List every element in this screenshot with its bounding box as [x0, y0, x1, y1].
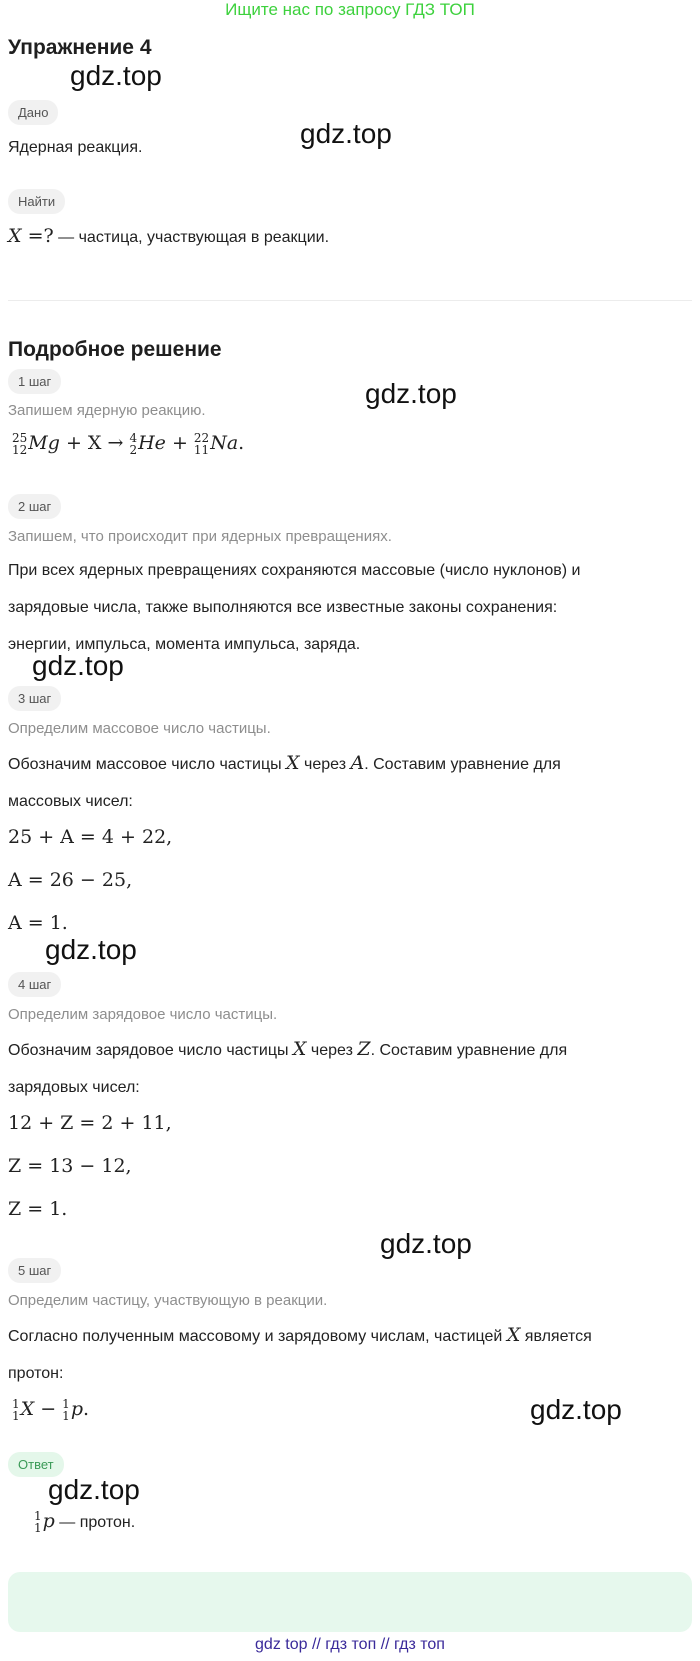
step-4-caption: Определим зарядовое число частицы. [8, 1006, 278, 1023]
step-3-paragraph: Обозначим массовое число частицы X через A. Составим уравнение для массовых чисел: [8, 752, 561, 810]
watermark: gdz.top [530, 1394, 622, 1425]
step-4-eq1: 12 + Z = 2 + 11, [8, 1112, 172, 1134]
step-3-eq1: 25 + A = 4 + 22, [8, 826, 173, 848]
step-5-paragraph: Согласно полученным массовому и зарядовому числам, частицей X является протон: [8, 1324, 592, 1382]
step-1-badge: 1 шаг [8, 369, 61, 394]
watermark: gdz.top [32, 650, 124, 681]
step-5-caption: Определим частицу, участвующую в реакции. [8, 1292, 328, 1309]
step-4-paragraph: Обозначим зарядовое число частицы X через Z. Составим уравнение для зарядовых чисел: [8, 1038, 568, 1096]
answer-box [8, 1572, 692, 1632]
exercise-title: Упражнение 4 [8, 36, 152, 59]
find-text: X =? — частица, участвующая в реакции. [8, 225, 330, 247]
reaction-equation: 25 12 Mg + X → 4 2 He + 22 11 Na. [12, 431, 245, 457]
watermark: gdz.top [365, 378, 457, 409]
step-4-eq3: Z = 1. [8, 1198, 68, 1220]
step-1-caption: Запишем ядерную реакцию. [8, 402, 206, 419]
step-2-paragraph: При всех ядерных превращениях сохраняются массовые (число нуклонов) и зарядовые числа, также выполняются все известные законы сохранения: энергии, импульса, момента импульса, заряда. [8, 562, 581, 653]
answer-badge: Ответ [8, 1452, 64, 1477]
step-3-badge: 3 шаг [8, 686, 61, 711]
result-equation: 1 1 X − 1 1 p. [12, 1397, 90, 1423]
step-2-badge: 2 шаг [8, 494, 61, 519]
watermark: gdz.top [70, 60, 162, 91]
step-3-caption: Определим массовое число частицы. [8, 720, 271, 737]
step-3-eq3: A = 1. [8, 912, 68, 934]
step-4-eq2: Z = 13 − 12, [8, 1155, 132, 1177]
watermark: gdz.top [380, 1228, 472, 1259]
step-5-badge: 5 шаг [8, 1258, 61, 1283]
search-banner: Ищите нас по запросу ГДЗ ТОП [225, 0, 475, 19]
footer-links: gdz top // гдз топ // гдз топ [255, 1636, 445, 1653]
step-4-badge: 4 шаг [8, 972, 61, 997]
step-2-caption: Запишем, что происходит при ядерных превращениях. [8, 528, 392, 545]
watermark: gdz.top [300, 118, 392, 149]
step-3-eq2: A = 26 − 25, [8, 869, 133, 891]
answer-text: 1 1 p — протон. [34, 1509, 136, 1535]
solution-title: Подробное решение [8, 338, 222, 361]
find-badge: Найти [8, 189, 65, 214]
watermark: gdz.top [45, 934, 137, 965]
given-text: Ядерная реакция. [8, 139, 143, 156]
watermark: gdz.top [48, 1474, 140, 1505]
given-badge: Дано [8, 100, 58, 125]
section-divider [8, 300, 692, 301]
